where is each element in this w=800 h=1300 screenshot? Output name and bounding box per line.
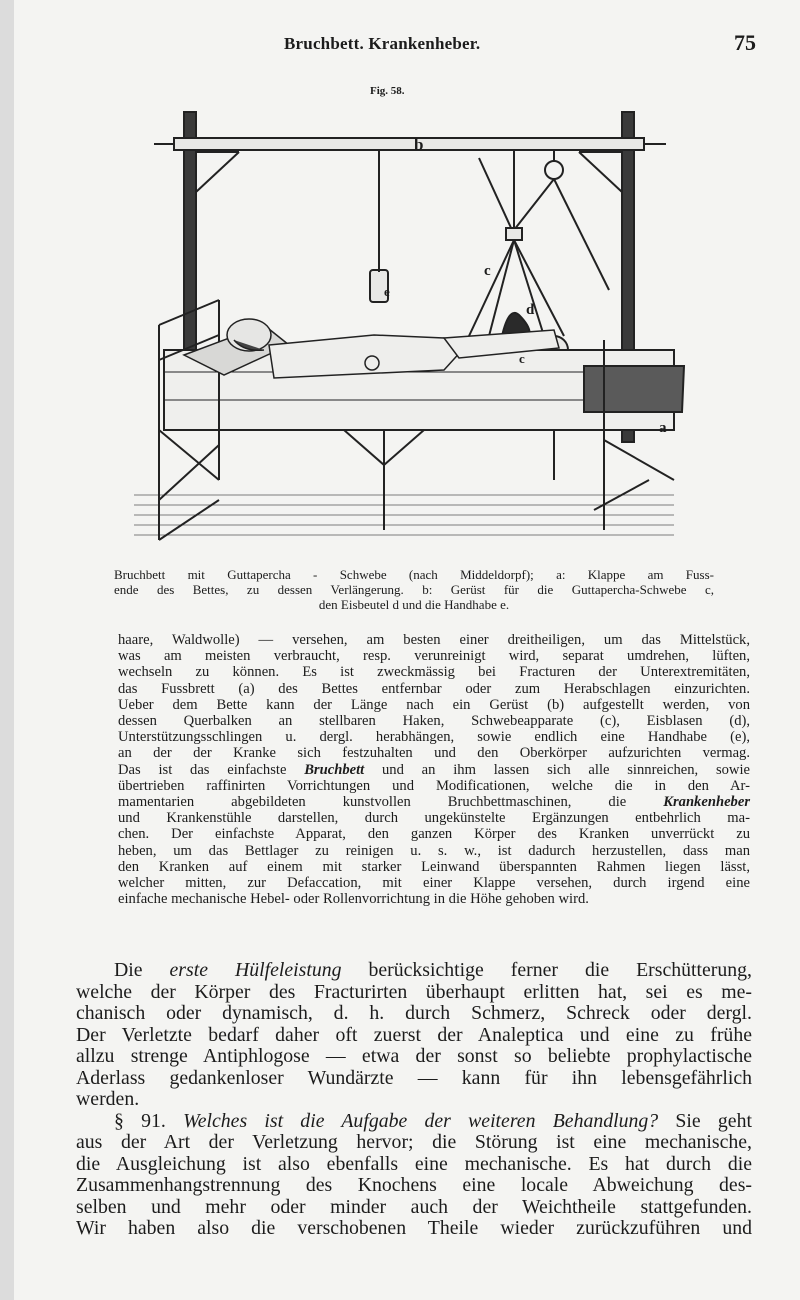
text-line: selben und mehr oder minder auch der Weichtheile stattgefunden. [76, 1195, 752, 1218]
text-line: Der Verletzte bedarf daher oft zuerst der Analeptica und eine zu frühe [76, 1023, 752, 1046]
fracture-bed-illustration [114, 100, 714, 560]
text-line: welche der Körper des Fracturirten überhaupt erlitten hat, sei es me- [76, 980, 752, 1003]
main-text [76, 960, 752, 1240]
text-line: haare, Waldwolle) — versehen, am besten einer dreitheiligen, um das Mittelstück, [118, 632, 750, 648]
label-d: d [526, 302, 535, 318]
caption-line: Bruchbett mit Guttapercha - Schwebe (nach Middeldorpf); a: Klappe am Fuss- [114, 567, 714, 582]
label-b: b [414, 135, 424, 154]
text-line: den Kranken auf einem mit starker Leinwand überspannten Rahmen liegen lässt, [118, 858, 750, 875]
text-line: Aderlass gedankenloser Wundärzte — kann für ihn lebensgefährlich [76, 1066, 752, 1089]
label-c: c [484, 263, 491, 279]
small-print-paragraph [118, 632, 750, 907]
text-line: und Krankenstühle darstellen, durch ungekünstelte Ergänzungen entbehrlich ma- [118, 810, 750, 827]
text-line: heben, um das Bettlager zu reinigen u. s. w., ist dadurch herzustellen, dass man [118, 842, 750, 859]
text-line: chen. Der einfachste Apparat, den ganzen Körper des Kranken unverrückt zu [118, 826, 750, 843]
text-line: werden. [76, 1088, 140, 1110]
emphasis-bruchbett: Bruchbett [304, 761, 365, 778]
text-line: dessen Querbalken an stellbaren Haken, Schwebeapparate (c), Eisblasen (d), [118, 713, 750, 730]
emphasis-krankenheber: Krankenheber [663, 794, 750, 811]
book-page [14, 0, 800, 1300]
text-line: mamentarien abgebildeten kunstvollen Bruchbettmaschinen, die Krankenheber [118, 794, 750, 811]
text-line: chanisch oder dynamisch, d. h. durch Schmerz, Schreck oder dergl. [76, 1002, 752, 1024]
text-line: einfache mechanische Hebel- oder Rollenvorrichtung in die Höhe gehoben wird. [118, 891, 589, 908]
handle-e [370, 150, 388, 302]
floor-lines [134, 495, 674, 535]
label-a: a [659, 420, 667, 436]
text-line: Das ist das einfachste Bruchbett und an ihm lassen sich alle sinnreichen, sowie [118, 761, 750, 778]
text-line: Ueber dem Bette kann der Länge nach ein Gerüst (b) aufgestellt werden, von [118, 696, 750, 713]
label-c-2: c [519, 351, 525, 366]
figure-label: Fig. 58. [370, 85, 405, 97]
text-line: übertrieben raffinirten Vorrichtungen und Modificationen, welche die in den Ar- [118, 777, 750, 794]
text-line: aus der Art der Verletzung hervor; die Störung ist eine mechanische, [76, 1131, 752, 1153]
caption-line: den Eisbeutel d und die Handhabe e. [318, 597, 510, 612]
text-line: Zusammenhangstrennung des Knochens eine locale Abweichung des- [76, 1174, 752, 1196]
label-e: e [384, 284, 390, 299]
section-heading-line: § 91. Welches ist die Aufgabe der weiteren Behandlung? Sie geht [114, 1109, 752, 1132]
text-line: an der der Kranke sich festzuhalten und den Oberkörper aufzurichten vermag. [118, 745, 750, 762]
text-line: Wir haben also die verschobenen Theile wieder zurückzuführen und [76, 1217, 752, 1239]
text-line: welcher mitten, zur Defaccation, mit einer Klappe versehen, durch irgend eine [118, 875, 750, 892]
text-line: was am meisten verbraucht, resp. verunreinigt wird, separat umdrehen, lüften, [118, 648, 750, 665]
text-line: allzu strenge Antiphlogose — etwa der sonst so beliebte prophylactische [76, 1045, 752, 1067]
page-number: 75 [734, 30, 756, 55]
text-line: Die erste Hülfeleistung berücksichtige ferner die Erschütterung, [114, 959, 752, 981]
running-head: Bruchbett. Krankenheber. [284, 34, 481, 53]
text-line: Unterstützungsschlingen u. dergl. herabhängen, sowie endlich eine Handhabe (e), [118, 729, 750, 746]
figure-caption [114, 567, 714, 612]
text-line: die Ausgleichung ist also ebenfalls eine mechanische. Es hat durch die [76, 1152, 752, 1175]
emphasis-erste-huelfeleistung: erste Hülfeleistung [169, 959, 342, 981]
section-question: Welches ist die Aufgabe der weiteren Behandlung? [183, 1109, 659, 1132]
text-line: wechseln zu können. Es ist zweckmässig bei Fracturen der Unterextremitäten, [118, 664, 750, 681]
page-header [14, 30, 800, 60]
text-line: das Fussbrett (a) des Bettes entfernbar oder zum Herabschlagen einzurichten. [118, 680, 750, 697]
caption-line: ende des Bettes, zu dessen Verlängerung. b: Gerüst für die Guttapercha-Schwebe c, [114, 582, 714, 597]
